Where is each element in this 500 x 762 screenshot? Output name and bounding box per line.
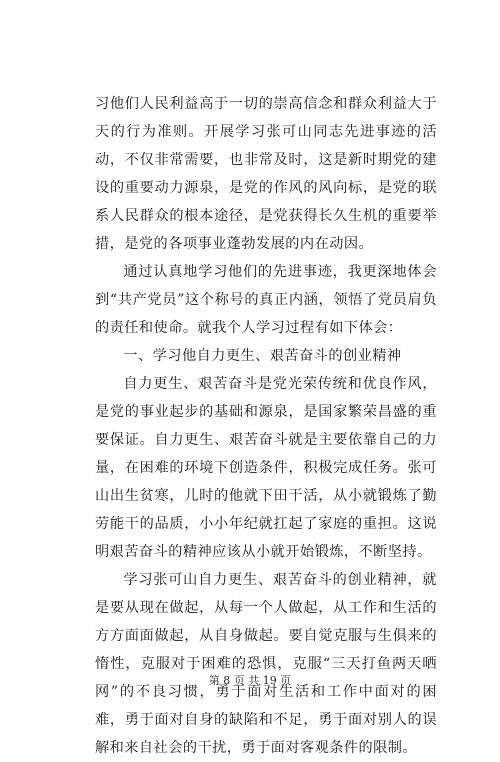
paragraph-3: 自力更生、艰苦奋斗是党光荣传统和优良作风，是党的事业起步的基础和源泉，是国家繁荣昌盛的重要保证。自力更生、艰苦奋斗就是主要依靠自己的力量，在困难的环境下创造条件，积极完成任务。张可山出生贫寒，儿时的他就下田干活，从小就锻炼了勤劳能干的品质，小小年纪就扛起了家庭的重担。这说明艰苦奋斗的精神应该从小就开始锻炼，不断坚持。 — [95, 376, 437, 560]
page-footer: 第 8 页 共 19 页 — [208, 674, 292, 687]
paragraph-1: 习他们人民利益高于一切的崇高信念和群众利益大于天的行为准则。开展学习张可山同志先进事迹的活动，不仅非常需要，也非常及时，这是新时期党的建设的重要动力源泉，是党的作风的风向标，是党的联系人民群众的根本途径，是党获得长久生机的重要举措，是党的各项事业蓬勃发展的内在动因。 — [95, 96, 437, 252]
section-heading-1: 一、学习他自力更生、艰苦奋斗的创业精神 — [123, 348, 402, 364]
paragraph-4: 学习张可山自力更生、艰苦奋斗的创业精神，就是要从现在做起，从每一个人做起，从工作和生活的方方面面做起，从自身做起。要自觉克服与生俱来的惰性，克服对于困难的恐惧，克服“三天打鱼两天晒网”的不良习惯，勇于面对生活和工作中面对的困难，勇于面对自身的缺陷和不足，勇于面对别人的误解和来自社会的干扰，勇于面对客观条件的限制。 — [95, 572, 437, 756]
body-text — [95, 90, 437, 762]
paragraph-2: 通过认真地学习他们的先进事迹，我更深地体会到“共产党员”这个称号的真正内涵，领悟了党员肩负的责任和使命。就我个人学习过程有如下体会： — [95, 264, 437, 336]
